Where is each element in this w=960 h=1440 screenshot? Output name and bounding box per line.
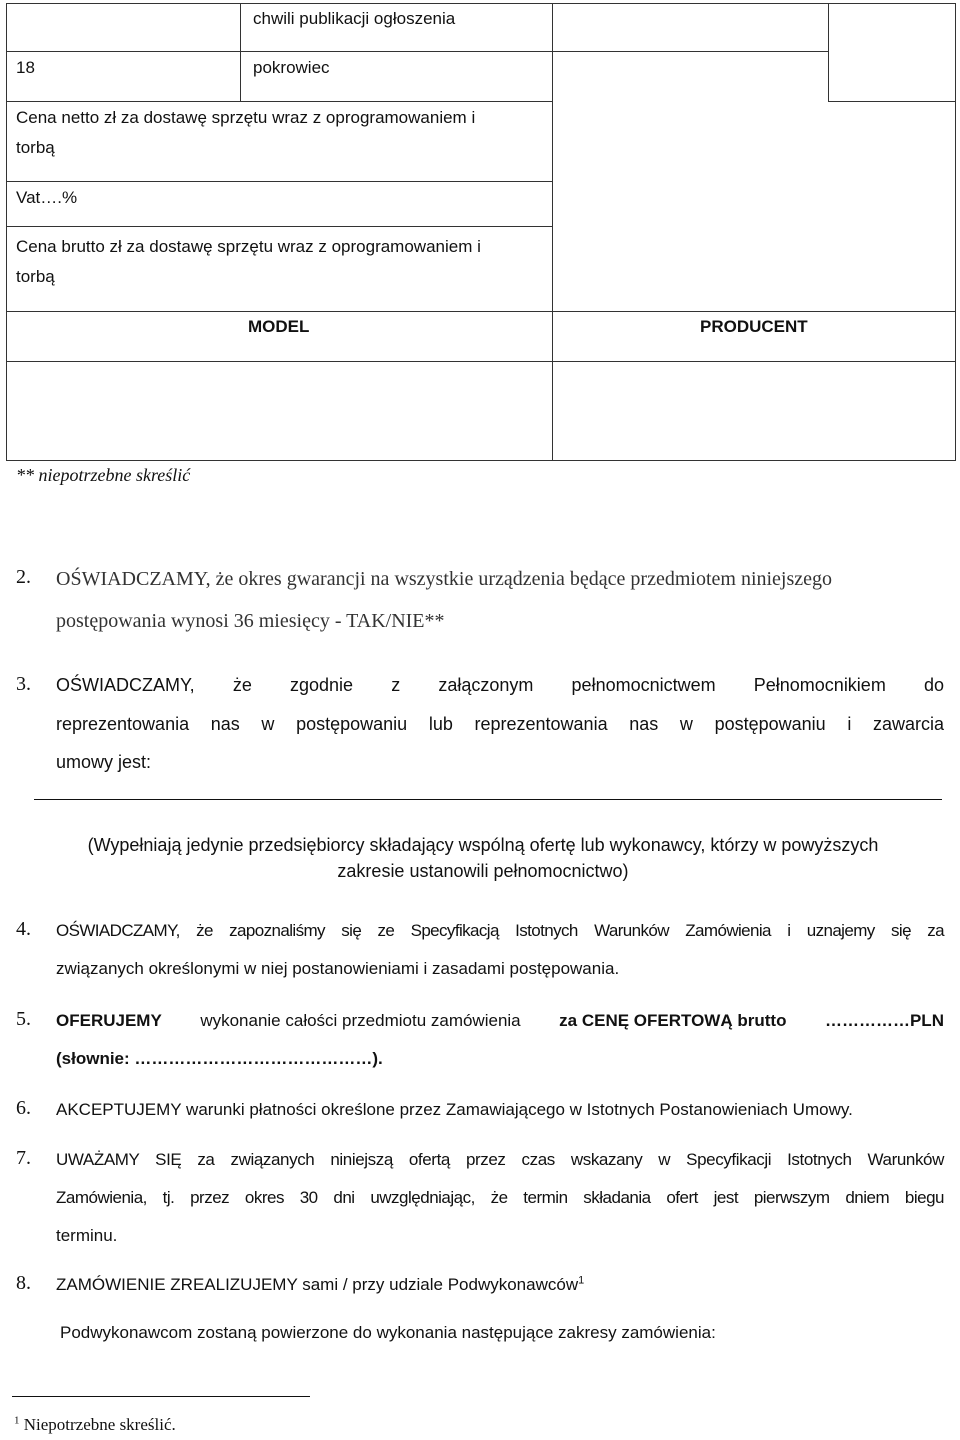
offer-price-field[interactable]: ……………PLN — [824, 1011, 944, 1030]
item-3-line: reprezentowania nas w postępowaniu lub reprezentowania nas w postępowaniu i zawarcia — [56, 714, 944, 734]
offer-keyword: OFERUJEMY — [56, 1011, 162, 1030]
table-rule — [552, 3, 553, 461]
footnote-reference: 1 — [578, 1274, 585, 1287]
footnote-mark: 1 — [14, 1414, 20, 1427]
cell-row-number: 18 — [16, 58, 35, 77]
header-producent: PRODUCENT — [700, 317, 808, 336]
item-8-number: 8. — [16, 1272, 31, 1294]
header-model: MODEL — [248, 317, 310, 336]
cell-item-name: pokrowiec — [253, 58, 330, 77]
item-3-text — [56, 672, 944, 698]
item-7-number: 7. — [16, 1147, 31, 1169]
item-6-number: 6. — [16, 1097, 31, 1119]
item-8-text — [56, 1272, 944, 1298]
item-3-line: OŚWIADCZAMY, że zgodnie z załączonym pełnomocnictwem Pełnomocnikiem do — [56, 675, 944, 695]
item-3-line: umowy jest: — [56, 752, 152, 772]
item-7-line: Zamówienia, tj. przez okres 30 dni uwzględniając, że termin składania ofert jest pierwszym dniem biegu — [56, 1188, 944, 1207]
table-rule — [6, 181, 553, 182]
table-rule — [6, 361, 956, 362]
cell-net-price-label — [16, 103, 546, 163]
table-rule — [6, 311, 956, 312]
table-rule — [6, 51, 828, 52]
cell-gross-price-line: torbą — [16, 267, 55, 286]
item-7-line: terminu. — [56, 1226, 118, 1245]
cell-gross-price-label — [16, 232, 546, 292]
item-5-line — [56, 1008, 944, 1034]
table-rule — [955, 3, 956, 461]
item-2-text — [56, 566, 946, 634]
table-rule — [6, 226, 553, 227]
item-4-line: OŚWIADCZAMY, że zapoznaliśmy się ze Specyfikacją Istotnych Warunków Zamówienia i uznajemy się za — [56, 921, 944, 940]
item-4-text — [56, 918, 944, 982]
item-4-line: związanych określonymi w niej postanowieniami i zasadami postępowania. — [56, 959, 620, 978]
item-2-line: postępowania wynosi 36 miesięcy - TAK/NIE** — [56, 610, 445, 632]
cell-net-price-line: torbą — [16, 138, 55, 157]
item-7-line: UWAŻAMY SIĘ za związanych niniejszą ofertą przez czas wskazany w Specyfikacji Istotnych Warunków — [56, 1150, 944, 1169]
fill-instruction — [20, 832, 946, 884]
table-rule — [6, 101, 553, 102]
item-2-number: 2. — [16, 566, 31, 588]
item-3-text-cont — [56, 711, 944, 775]
item-5-number: 5. — [16, 1008, 31, 1030]
table-rule — [828, 101, 956, 102]
attorney-fill-line — [34, 799, 942, 800]
fill-instruction-line: (Wypełniają jedynie przedsiębiorcy składający wspólną ofertę lub wykonawcy, którzy w powyższych — [87, 835, 879, 855]
subcontractor-scope: Podwykonawcom zostaną powierzone do wykonania następujące zakresy zamówienia: — [60, 1323, 716, 1342]
footnote — [14, 1413, 176, 1437]
table-rule — [6, 460, 956, 461]
cell-gross-price-line: Cena brutto zł za dostawę sprzętu wraz z oprogramowaniem i — [16, 237, 481, 256]
item-5-text — [56, 1008, 944, 1072]
cell-publication: chwili publikacji ogłoszenia — [253, 9, 456, 28]
offer-description: wykonanie całości przedmiotu zamówienia — [200, 1011, 521, 1030]
fill-instruction-line: zakresie ustanowili pełnomocnictwo) — [337, 861, 629, 881]
cross-out-note: ** niepotrzebne skreślić — [16, 465, 191, 485]
table-rule — [240, 3, 241, 101]
footnote-rule — [12, 1396, 310, 1397]
item-2-line: OŚWIADCZAMY, że okres gwarancji na wszystkie urządzenia będące przedmiotem niniejszego — [56, 568, 833, 590]
item-7-text — [56, 1147, 944, 1249]
cell-vat-label: Vat….% — [16, 188, 78, 207]
item-4-number: 4. — [16, 918, 31, 940]
item-8-line: ZAMÓWIENIE ZREALIZUJEMY sami / przy udziale Podwykonawców — [56, 1275, 579, 1294]
item-3-number: 3. — [16, 673, 31, 695]
table-rule — [828, 3, 829, 101]
table-rule — [6, 3, 956, 4]
table-rule — [6, 3, 7, 461]
cell-net-price-line: Cena netto zł za dostawę sprzętu wraz z oprogramowaniem i — [16, 108, 476, 127]
footnote-text: Niepotrzebne skreślić. — [23, 1415, 176, 1434]
offer-price-in-words[interactable]: (słownie: ……………………………………). — [56, 1049, 383, 1068]
item-6-text: AKCEPTUJEMY warunki płatności określone przez Zamawiającego w Istotnych Postanowieniach Umowy. — [56, 1100, 853, 1119]
offer-price-label: za CENĘ OFERTOWĄ brutto — [559, 1011, 787, 1030]
